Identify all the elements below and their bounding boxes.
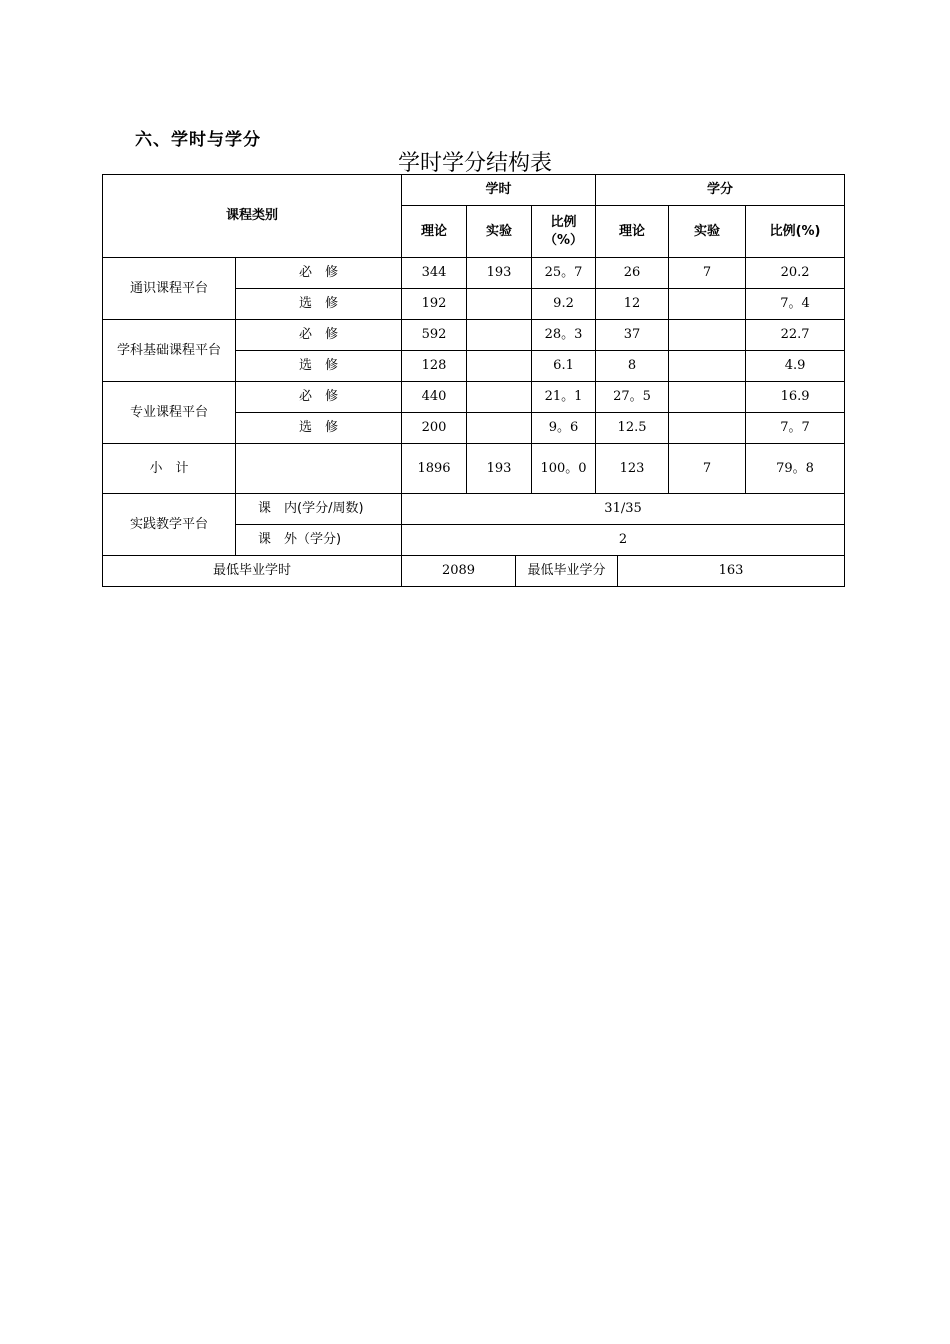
hours-ratio: 6.1	[532, 351, 596, 382]
header-ratio-line2: （%）	[544, 232, 584, 248]
hours-theory: 200	[402, 413, 467, 444]
header-credits: 学分	[596, 175, 845, 206]
hours-lab	[467, 382, 532, 413]
credit-lab	[669, 351, 746, 382]
credit-ratio: 7。7	[746, 413, 845, 444]
credit-theory: 8	[596, 351, 669, 382]
hours-theory: 192	[402, 289, 467, 320]
subtotal-label: 小 计	[103, 444, 236, 494]
header-credit-lab: 实验	[669, 206, 746, 258]
practice-outer-value: 2	[402, 525, 845, 556]
subtotal-credit-lab: 7	[669, 444, 746, 494]
credit-ratio: 7。4	[746, 289, 845, 320]
credit-lab	[669, 320, 746, 351]
credit-ratio: 22.7	[746, 320, 845, 351]
subtotal-row	[103, 444, 845, 494]
credit-theory: 12	[596, 289, 669, 320]
course-type: 必 修	[236, 320, 402, 351]
credit-ratio: 4.9	[746, 351, 845, 382]
min-hours-value: 2089	[402, 556, 516, 587]
hours-lab	[467, 351, 532, 382]
subtotal-hours-ratio: 100。0	[532, 444, 596, 494]
hours-ratio: 28。3	[532, 320, 596, 351]
min-credits-label: 最低毕业学分	[516, 556, 618, 587]
hours-lab	[467, 413, 532, 444]
header-credit-ratio: 比例(%)	[746, 206, 845, 258]
credit-lab	[669, 289, 746, 320]
credit-theory: 26	[596, 258, 669, 289]
hours-theory: 344	[402, 258, 467, 289]
table-row	[103, 258, 845, 289]
table-row	[103, 320, 845, 351]
course-type: 必 修	[236, 382, 402, 413]
hours-theory: 128	[402, 351, 467, 382]
course-type: 选 修	[236, 351, 402, 382]
header-category: 课程类别	[103, 175, 402, 258]
credit-ratio: 20.2	[746, 258, 845, 289]
course-type: 选 修	[236, 289, 402, 320]
header-hours-theory: 理论	[402, 206, 467, 258]
header-ratio-line1: 比例	[550, 214, 577, 230]
platform-name: 通识课程平台	[103, 258, 236, 320]
table-row	[103, 382, 845, 413]
min-hours-label: 最低毕业学时	[103, 556, 402, 587]
table-title: 学时学分结构表	[397, 151, 552, 176]
credit-ratio: 16.9	[746, 382, 845, 413]
credit-theory: 37	[596, 320, 669, 351]
header-row-1	[103, 175, 845, 206]
platform-name: 学科基础课程平台	[103, 320, 236, 382]
practice-row-inner	[103, 494, 845, 525]
subtotal-empty	[236, 444, 402, 494]
credit-lab	[669, 382, 746, 413]
practice-outer-label: 课 外（学分)	[236, 525, 402, 556]
credit-lab	[669, 413, 746, 444]
practice-platform-name: 实践教学平台	[103, 494, 236, 556]
header-hours: 学时	[402, 175, 596, 206]
section-heading: 六、学时与学分	[135, 130, 261, 150]
header-credit-theory: 理论	[596, 206, 669, 258]
header-hours-ratio	[532, 206, 596, 258]
subtotal-credit-theory: 123	[596, 444, 669, 494]
hours-lab	[467, 289, 532, 320]
subtotal-hours-theory: 1896	[402, 444, 467, 494]
hours-lab	[467, 320, 532, 351]
platform-name: 专业课程平台	[103, 382, 236, 444]
practice-inner-value: 31/35	[402, 494, 845, 525]
credit-structure-table	[102, 174, 845, 587]
practice-inner-label: 课 内(学分/周数)	[236, 494, 402, 525]
hours-lab: 193	[467, 258, 532, 289]
min-credits-value: 163	[618, 556, 845, 587]
course-type: 选 修	[236, 413, 402, 444]
course-type: 必 修	[236, 258, 402, 289]
subtotal-credit-ratio: 79。8	[746, 444, 845, 494]
hours-ratio: 9。6	[532, 413, 596, 444]
subtotal-hours-lab: 193	[467, 444, 532, 494]
hours-theory: 592	[402, 320, 467, 351]
credit-theory: 27。5	[596, 382, 669, 413]
credit-lab: 7	[669, 258, 746, 289]
credit-theory: 12.5	[596, 413, 669, 444]
hours-theory: 440	[402, 382, 467, 413]
header-hours-lab: 实验	[467, 206, 532, 258]
hours-ratio: 25。7	[532, 258, 596, 289]
hours-ratio: 9.2	[532, 289, 596, 320]
hours-ratio: 21。1	[532, 382, 596, 413]
minimum-row	[103, 556, 845, 587]
